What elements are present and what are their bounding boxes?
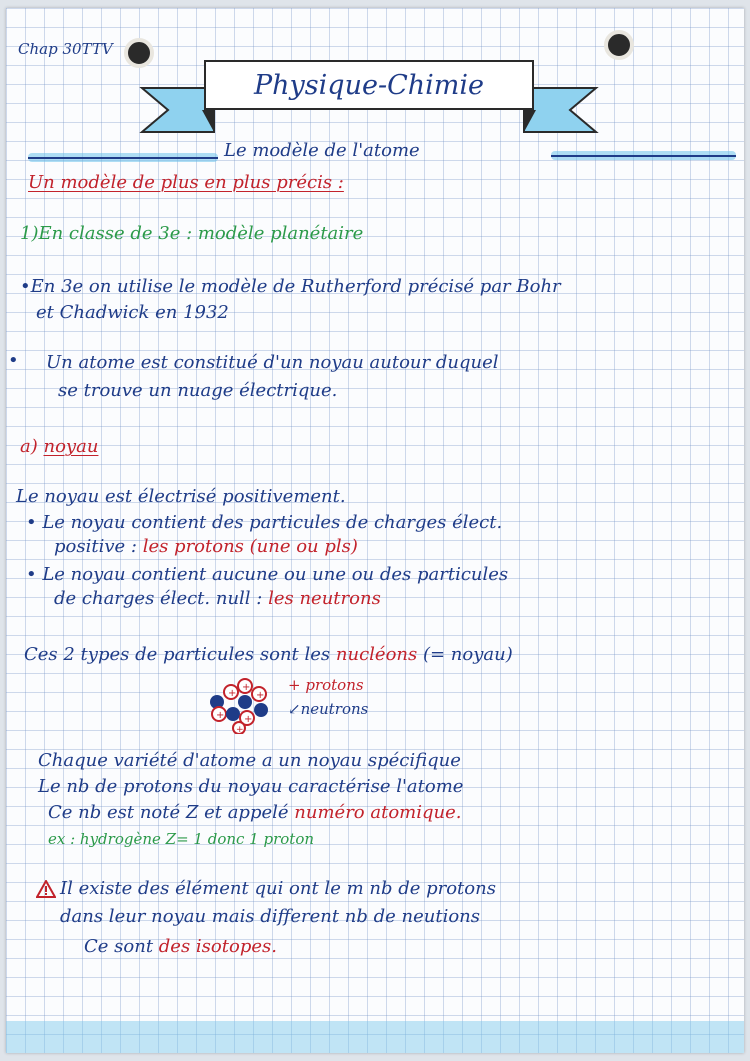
isotopes-line2: dans leur noyau mais different nb de neutions: [60, 906, 481, 927]
svg-text:+: +: [216, 710, 225, 721]
bullet2-line1: Un atome est constitué d'un noyau autour duquel: [46, 352, 499, 373]
nucleons-suffix: (= noyau): [422, 644, 513, 665]
rule-right: [551, 155, 736, 157]
item1-text: Le noyau contient des particules de charges élect.: [42, 512, 503, 533]
protons-label: les protons (une ou pls): [142, 536, 358, 557]
nucleus-diagram: [201, 672, 286, 734]
bullet2-line2: se trouve un nuage électrique.: [58, 380, 338, 401]
item2-line2: [54, 588, 381, 609]
bullet1-line1: •En 3e on utilise le modèle de Rutherford précisé par Bohr: [20, 276, 561, 297]
nucleons-prefix: Ces 2 types de particules sont les: [24, 644, 331, 665]
subtitle: Le modèle de l'atome: [224, 140, 420, 161]
isotopes-prefix: Ce sont: [84, 936, 154, 957]
item1-line2: [54, 536, 358, 557]
item1-prefix: positive :: [54, 536, 137, 557]
atom-line2: Le nb de protons du noyau caractérise l'atome: [38, 776, 464, 797]
example-line: ex : hydrogène Z= 1 donc 1 proton: [48, 830, 315, 848]
svg-text:+: +: [228, 688, 237, 699]
neutrons-label: les neutrons: [268, 588, 381, 609]
noyau-intro: Le noyau est électrisé positivement.: [16, 486, 346, 507]
noyau-label-word: noyau: [43, 436, 99, 457]
item2-prefix: de charges élect. null :: [54, 588, 263, 609]
notebook-page: [6, 8, 744, 1053]
atom-line3: [48, 802, 461, 823]
warning-icon: [36, 880, 56, 898]
svg-text:+: +: [242, 682, 251, 693]
chapter-label: Chap 30TTV: [18, 40, 113, 58]
atom-line3-prefix: Ce nb est noté Z et appelé: [48, 802, 289, 823]
isotopes-word: des isotopes.: [158, 936, 277, 957]
numero-atomique: numéro atomique.: [294, 802, 462, 823]
svg-text:+: +: [236, 725, 244, 734]
section-heading: Un modèle de plus en plus précis :: [28, 172, 344, 193]
isotopes-line1: Il existe des élément qui ont le m nb de protons: [60, 878, 496, 899]
nucleons-word: nucléons: [335, 644, 418, 665]
item1-line1: • Le noyau contient des particules de charges élect.: [26, 512, 503, 533]
binder-hole-right: [604, 30, 634, 60]
legend-neutrons: ↙neutrons: [288, 700, 369, 718]
item2-text: Le noyau contient aucune ou une ou des particules: [42, 564, 509, 585]
bottom-highlight: [6, 1021, 744, 1053]
part1-heading: 1)En classe de 3e : modèle planétaire: [20, 223, 364, 244]
title-banner: [204, 60, 534, 110]
noyau-label-a: a): [20, 436, 38, 457]
isotopes-line3: [84, 936, 277, 957]
nucleons-line: [24, 644, 513, 665]
svg-text:+: +: [244, 714, 253, 725]
legend-neutrons-text: neutrons: [300, 700, 369, 718]
svg-text:+: +: [256, 690, 265, 701]
bullet2-dot: •: [8, 350, 19, 371]
legend-protons: + protons: [288, 676, 364, 694]
noyau-heading: [20, 436, 98, 457]
item2-line1: • Le noyau contient aucune ou une ou des particules: [26, 564, 509, 585]
page-title: Physique-Chimie: [254, 69, 484, 101]
bullet1-line2: et Chadwick en 1932: [36, 302, 229, 323]
atom-line1: Chaque variété d'atome a un noyau spécifique: [38, 750, 461, 771]
rule-left: [28, 157, 218, 159]
